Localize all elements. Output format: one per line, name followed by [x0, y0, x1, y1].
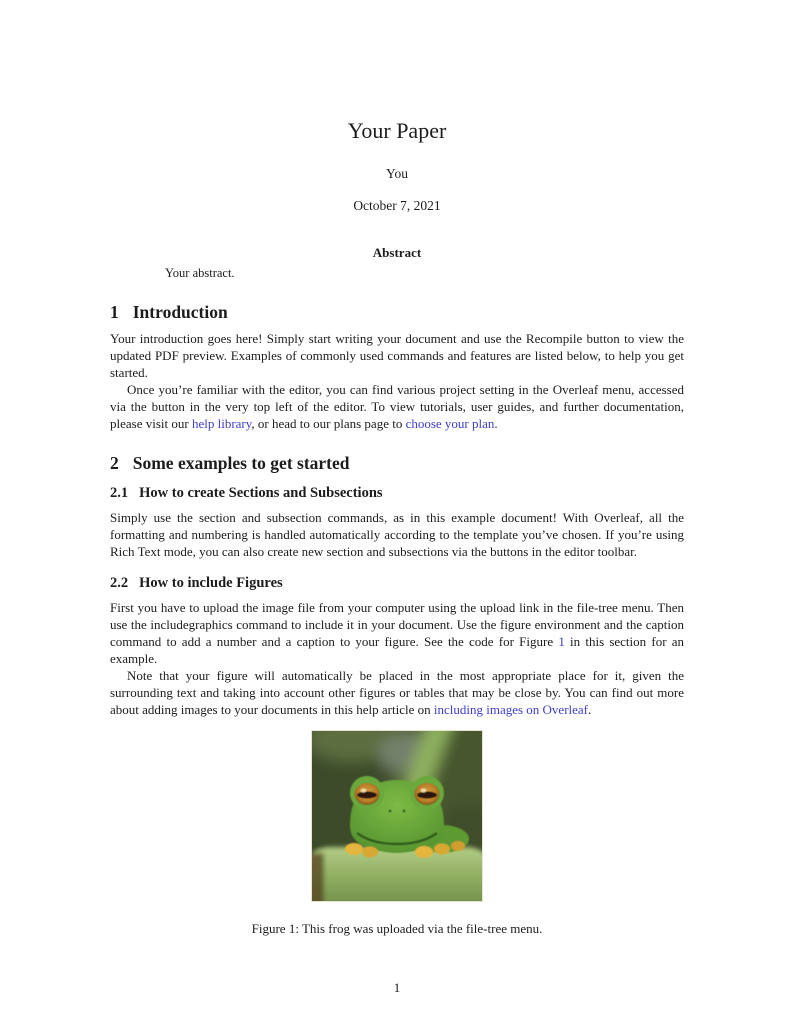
section-number: 2: [110, 453, 119, 473]
paper-date: October 7, 2021: [353, 198, 441, 213]
text-run: .: [494, 416, 498, 431]
text-run: First you have to upload the image file from your computer using the upload link in the file-tree menu. Then use the includegraphics command to include it in your document. Use the figure environment and the caption command to add a number and a caption to your figure. See the code for Figure: [110, 600, 684, 649]
page-number: 1: [393, 980, 401, 995]
hyperlink[interactable]: choose your plan: [405, 416, 495, 431]
text-run: .: [588, 702, 592, 717]
section-heading-examples: [110, 452, 684, 474]
subsection-heading-sections: [110, 484, 684, 502]
paragraph: [110, 381, 684, 432]
hyperlink[interactable]: including images on Overleaf: [433, 702, 589, 717]
section-title: Some examples to get started: [132, 453, 350, 473]
text-run: , or head to our plans page to: [251, 416, 406, 431]
abstract-heading: Abstract: [372, 245, 422, 260]
hyperlink[interactable]: help library: [191, 416, 252, 431]
text-run: Note that your figure will automatically be placed in the most appropriate place for it, given the surrounding text and taking into account other figures or tables that may be close by. You can find out more about adding images to your documents in this help article on: [110, 668, 684, 717]
text-run: Once you’re familiar with the editor, you can find various project setting in the Overleaf menu, accessed via the button in the very top left of the editor. To view tutorials, user guides, and further documentation, please visit our: [110, 382, 684, 431]
hyperlink[interactable]: 1: [558, 634, 565, 649]
paper-author: You: [386, 166, 408, 181]
section-number: 1: [110, 302, 119, 322]
frog-photo-svg: [312, 731, 482, 901]
subsection-number: 2.2: [110, 575, 129, 591]
paragraph: Simply use the section and subsection commands, as in this example document! With Overleaf, all the formatting and numbering is handled automatically according to the template you’ve chosen. If you’re using Rich Text mode, you can also create new section and subsections via the buttons in the editor toolbar.: [110, 510, 684, 559]
paragraph: [110, 599, 684, 667]
paper-title: Your Paper: [347, 118, 447, 143]
subsection-title: How to include Figures: [139, 575, 283, 591]
section-heading-introduction: [110, 301, 684, 323]
frog-photo: [311, 730, 483, 902]
figure-caption: Figure 1: This frog was uploaded via the file-tree menu.: [251, 921, 543, 936]
figure-block: [110, 730, 684, 902]
subsection-number: 2.1: [110, 485, 129, 501]
abstract-text: Your abstract.: [165, 266, 235, 280]
section-title: Introduction: [132, 302, 228, 322]
paragraph: Your introduction goes here! Simply start writing your document and use the Recompile button to view the updated PDF preview. Examples of commonly used commands and features are listed below, to help you get started.: [110, 331, 684, 380]
subsection-heading-figures: [110, 574, 684, 592]
subsection-title: How to create Sections and Subsections: [139, 485, 383, 501]
paragraph: [110, 667, 684, 718]
text-run: in this section for an example.: [110, 634, 685, 666]
